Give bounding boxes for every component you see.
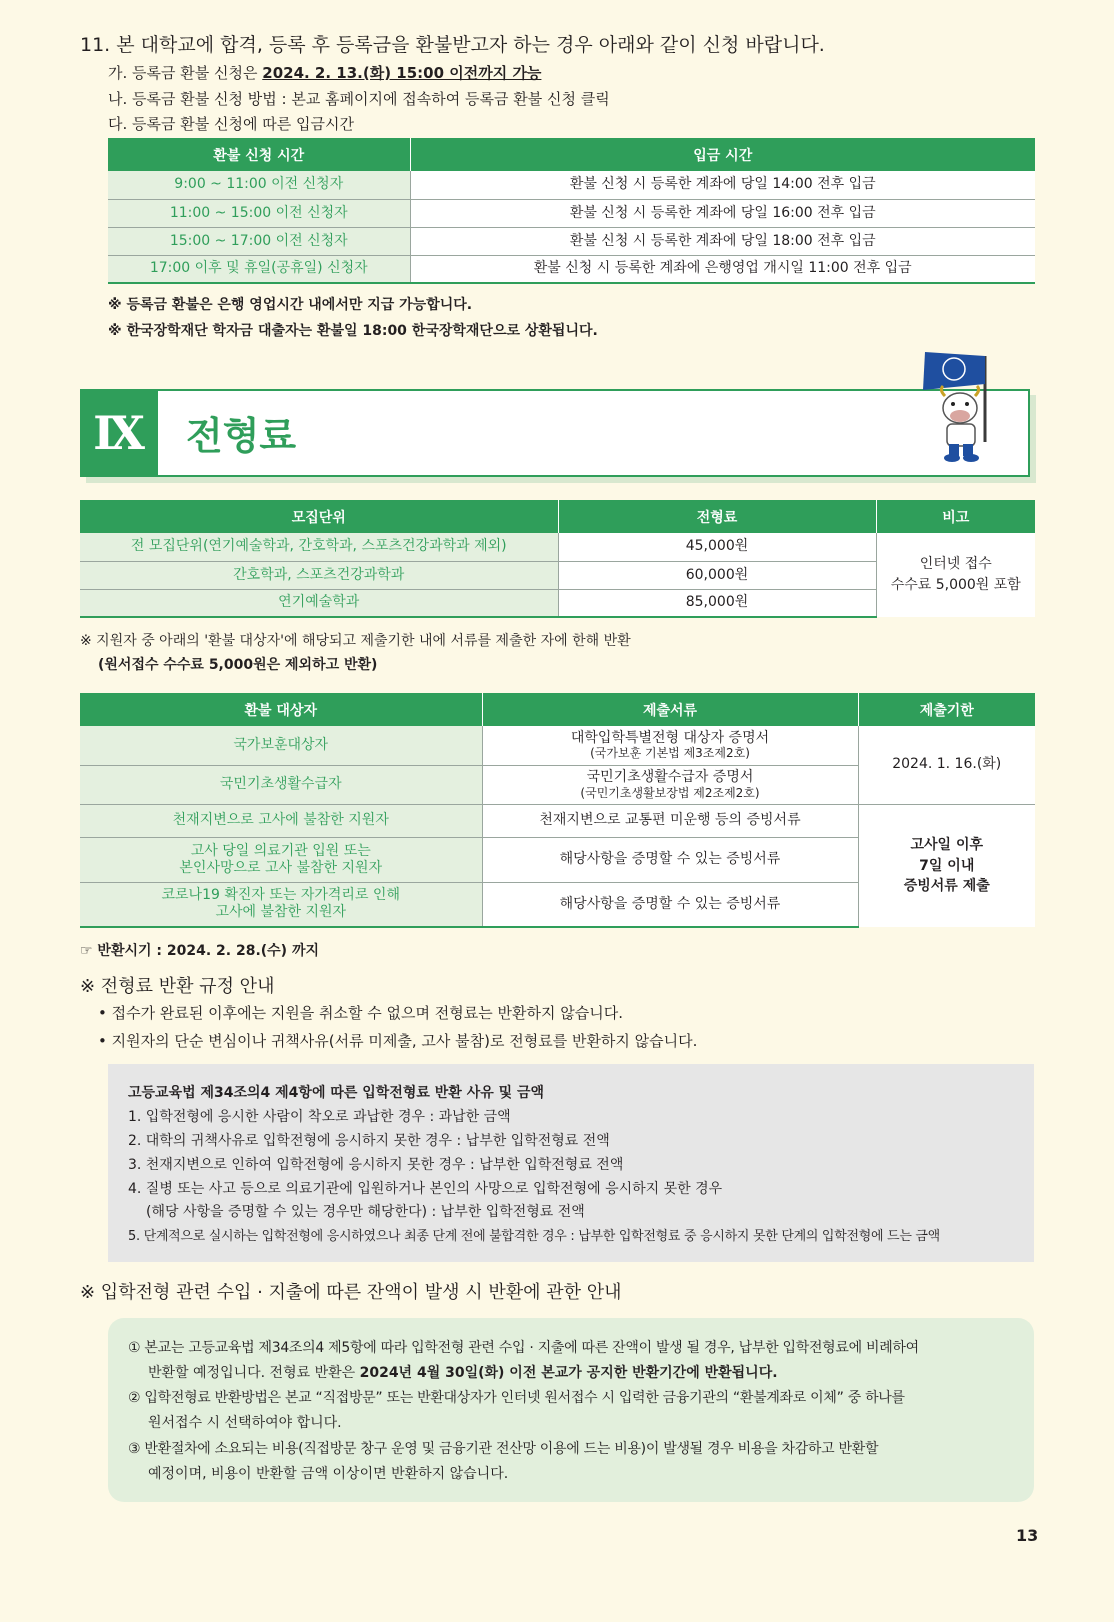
- target-line: 코로나19 확진자 또는 자가격리로 인해: [161, 887, 400, 904]
- rule-item: • 지원자의 단순 변심이나 귀책사유(서류 미제출, 고사 불참)로 전형료를 반환하지 않습니다.: [98, 1032, 698, 1050]
- table-cell: 국민기초생활수급자: [80, 765, 482, 804]
- deposit-time-line: 다. 등록금 환불 신청에 따른 입금시간: [108, 115, 354, 133]
- balance-item: ③ 반환절차에 소요되는 비용(직접방문 창구 운영 및 금융기관 전산망 이용에 드는 비용)이 발생될 경우 비용을 차감하고 반환할: [128, 1441, 879, 1457]
- table-header: 제출기한: [858, 693, 1035, 726]
- table-cell: 85,000원: [558, 589, 876, 617]
- rule-item: • 접수가 완료된 이후에는 지원을 취소할 수 없으며 전형료는 반환하지 않습니다.: [98, 1004, 623, 1022]
- table-cell: 해당사항을 증명할 수 있는 증빙서류: [482, 837, 858, 882]
- balance-item: 예정이며, 비용이 반환할 금액 이상이면 반환하지 않습니다.: [148, 1466, 509, 1482]
- table-row: [108, 227, 1035, 255]
- table-cell: [80, 882, 482, 927]
- target-line: 고사 당일 의료기관 입원 또는: [190, 842, 371, 859]
- table-header: 비고: [876, 500, 1035, 533]
- bank-hours-note: ※ 등록금 환불은 은행 영업시간 내에서만 지급 가능합니다.: [108, 297, 473, 313]
- table-cell: 해당사항을 증명할 수 있는 증빙서류: [482, 882, 858, 927]
- table-cell: 간호학과, 스포츠건강과학과: [80, 561, 558, 589]
- refund-eligibility-note-sub: (원서접수 수수료 5,000원은 제외하고 반환): [98, 657, 378, 673]
- table-header: 모집단위: [80, 500, 558, 533]
- balance-item-emphasis: 2024년 4월 30일(화) 이전 본교가 공지한 반환기간에 반환됩니다.: [359, 1365, 778, 1381]
- scholarship-note: ※ 한국장학재단 학자금 대출자는 환불일 18:00 한국장학재단으로 상환됩니다.: [108, 323, 598, 339]
- section-title: 전형료: [186, 414, 297, 458]
- balance-item: 원서접수 시 선택하여야 합니다.: [148, 1415, 342, 1431]
- table-cell: 15:00 ~ 17:00 이전 신청자: [108, 227, 410, 255]
- table-cell: 11:00 ~ 15:00 이전 신청자: [108, 199, 410, 227]
- refund-period: ☞ 반환시기 : 2024. 2. 28.(수) 까지: [80, 943, 320, 959]
- law-item: 2. 대학의 귀책사유로 입학전형에 응시하지 못한 경우 : 납부한 입학전형료 전액: [128, 1133, 610, 1149]
- deadline-line: 증빙서류 제출: [903, 877, 990, 894]
- section-number: Ⅸ: [80, 389, 158, 477]
- doc-name: 대학입학특별전형 대상자 증명서: [570, 729, 770, 746]
- refund-deadline-emphasis: 2024. 2. 13.(화) 15:00 이전까지 가능: [262, 64, 542, 82]
- refund-deadline-prefix: 가. 등록금 환불 신청은: [108, 64, 263, 82]
- table-header: 환불 신청 시간: [108, 138, 410, 171]
- table-cell: 국가보훈대상자: [80, 726, 482, 765]
- law-item: 1. 입학전형에 응시한 사람이 착오로 과납한 경우 : 과납한 금액: [128, 1109, 511, 1125]
- table-cell: 환불 신청 시 등록한 계좌에 은행영업 개시일 11:00 전후 입금: [410, 255, 1035, 283]
- table-cell: [80, 837, 482, 882]
- table-header: 제출서류: [482, 693, 858, 726]
- refund-method-line: 나. 등록금 환불 신청 방법 : 본교 홈페이지에 접속하여 등록금 환불 신청 클릭: [108, 90, 610, 108]
- section-11-heading: 11. 본 대학교에 합격, 등록 후 등록금을 환불받고자 하는 경우 아래와 같이 신청 바랍니다.: [80, 34, 825, 56]
- law-item: 3. 천재지변으로 인하여 입학전형에 응시하지 못한 경우 : 납부한 입학전형료 전액: [128, 1157, 624, 1173]
- table-row: [108, 255, 1035, 283]
- target-line: 고사에 불참한 지원자: [215, 904, 347, 921]
- table-cell: [482, 765, 858, 804]
- target-line: 본인사망으로 고사 불참한 지원자: [179, 859, 383, 876]
- fee-remark-line: 수수료 5,000원 포함: [890, 577, 1021, 593]
- fee-table: [80, 500, 1035, 618]
- table-cell: 17:00 이후 및 휴일(공휴일) 신청자: [108, 255, 410, 283]
- deadline-line: 고사일 이후: [910, 837, 983, 854]
- table-cell: [482, 726, 858, 765]
- refund-eligibility-note: ※ 지원자 중 아래의 '환불 대상자'에 해당되고 제출기한 내에 서류를 제출한 자에 한해 반환: [80, 633, 631, 649]
- doc-name: 국민기초생활수급자 증명서: [586, 768, 754, 785]
- table-cell: 전 모집단위(연기예술학과, 간호학과, 스포츠건강과학과 제외): [80, 533, 558, 561]
- balance-item: ② 입학전형료 반환방법은 본교 “직접방문” 또는 반환대상자가 인터넷 원서접수 시 입력한 금융기관의 “환불계좌로 이체” 중 하나를: [128, 1390, 905, 1406]
- law-item: 5. 단계적으로 실시하는 입학전형에 응시하였으나 최종 단계 전에 불합격한 경우 : 납부한 입학전형료 중 응시하지 못한 단계의 입학전형에 드는 금액: [128, 1229, 940, 1244]
- table-row: [108, 199, 1035, 227]
- table-header: 환불 대상자: [80, 693, 482, 726]
- page-number: 13: [1016, 1526, 1039, 1545]
- fee-remark: [876, 533, 1035, 617]
- table-cell: 환불 신청 시 등록한 계좌에 당일 16:00 전후 입금: [410, 199, 1035, 227]
- table-header: 전형료: [558, 500, 876, 533]
- law-box-title: 고등교육법 제34조의4 제4항에 따른 입학전형료 반환 사유 및 금액: [128, 1085, 545, 1101]
- table-cell: 환불 신청 시 등록한 계좌에 당일 14:00 전후 입금: [410, 171, 1035, 199]
- table-cell: 연기예술학과: [80, 589, 558, 617]
- table-row: [80, 533, 1035, 561]
- table-row: [108, 171, 1035, 199]
- table-header: 입금 시간: [410, 138, 1035, 171]
- balance-item: ① 본교는 고등교육법 제34조의4 제5항에 따라 입학전형 관련 수입 · 지출에 따른 잔액이 발생 될 경우, 납부한 입학전형료에 비례하여: [128, 1340, 919, 1356]
- table-cell: 60,000원: [558, 561, 876, 589]
- doc-law: (국가보훈 기본법 제3조제2호): [590, 746, 750, 761]
- refund-deadline-line: [108, 62, 541, 83]
- fee-remark-line: 인터넷 접수: [919, 556, 992, 572]
- deadline-cell: [858, 804, 1035, 927]
- deadline-line: 7일 이내: [919, 857, 975, 874]
- balance-item-text: 반환할 예정입니다. 전형료 반환은: [148, 1365, 360, 1381]
- balance-item: [148, 1362, 778, 1382]
- law-item: 4. 질병 또는 사고 등으로 의료기관에 입원하거나 본인의 사망으로 입학전형에 응시하지 못한 경우: [128, 1181, 723, 1197]
- table-row: [80, 726, 1035, 765]
- deposit-time-table: [108, 138, 1035, 284]
- table-cell: 9:00 ~ 11:00 이전 신청자: [108, 171, 410, 199]
- rules-heading: ※ 전형료 반환 규정 안내: [80, 976, 275, 997]
- deadline-cell: 2024. 1. 16.(화): [858, 726, 1035, 804]
- refund-table: [80, 693, 1035, 928]
- table-cell: 천재지변으로 교통편 미운행 등의 증빙서류: [482, 804, 858, 837]
- table-row: [80, 804, 1035, 837]
- table-cell: 45,000원: [558, 533, 876, 561]
- doc-law: (국민기초생활보장법 제2조제2호): [580, 785, 760, 800]
- law-item: (해당 사항을 증명할 수 있는 경우만 해당한다) : 납부한 입학전형료 전액: [146, 1204, 585, 1220]
- table-cell: 천재지변으로 고사에 불참한 지원자: [80, 804, 482, 837]
- cow-mascot-icon: [915, 350, 1010, 465]
- balance-heading: ※ 입학전형 관련 수입 · 지출에 따른 잔액이 발생 시 반환에 관한 안내: [80, 1282, 622, 1303]
- table-cell: 환불 신청 시 등록한 계좌에 당일 18:00 전후 입금: [410, 227, 1035, 255]
